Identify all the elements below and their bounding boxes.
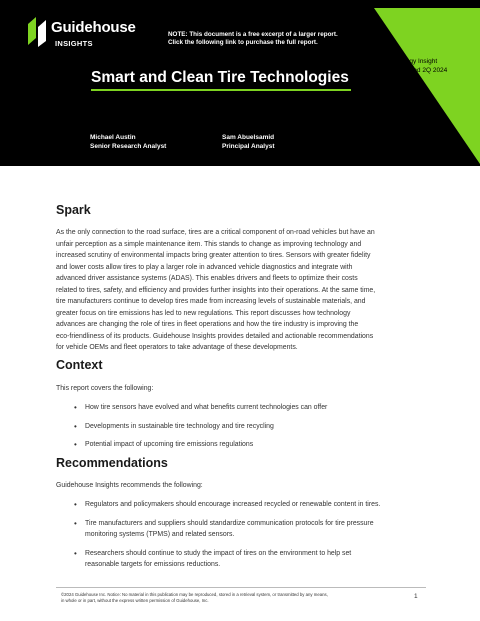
- paragraph-line: tire manufacturers continue to develop tires made from increasing levels of sustainable materials, and: [56, 298, 366, 305]
- paragraph-line: greater focus on tire emissions has led to new regulations. This report discusses how technology: [56, 309, 351, 317]
- author-2: [222, 134, 275, 151]
- author-role: Senior Research Analyst: [90, 142, 167, 150]
- paragraph-line: unfair perception as a simple maintenance item. This stands to change as improving technology and: [56, 240, 362, 248]
- guidehouse-logo: [27, 17, 137, 51]
- paragraph-line: As the only connection to the road surface, tires are a critical component of on-road vehicles but have an: [56, 229, 375, 236]
- paragraph-line: advances are changing the role of tires in fleet operations and how the tire industry is improving the: [56, 321, 359, 328]
- publish-date: Published 2Q 2024: [392, 67, 448, 74]
- list-item: [74, 499, 380, 511]
- footer-divider: [56, 587, 426, 588]
- paragraph-line: for vehicle OEMs and fleet operators to take advantage of these developments.: [56, 344, 298, 351]
- copyright-line: in whole or in part, without the express written permission of Guidehouse, Inc.: [61, 598, 209, 603]
- list-item-line: monitoring systems (TPMS) and related sensors.: [85, 531, 235, 538]
- copyright-line: ©2024 Guidehouse Inc. Notice: No material in this publication may be reproduced, stored in a retrieval system, or transmitted by any means,: [61, 592, 328, 597]
- context-heading: Context: [56, 358, 103, 372]
- list-item: [74, 548, 380, 571]
- list-item: • Potential impact of upcoming tire emissions regulations: [74, 439, 327, 451]
- author-role: Principal Analyst: [222, 142, 275, 150]
- context-list: [74, 402, 327, 451]
- spark-heading: Spark: [56, 203, 91, 217]
- list-item-line: • Regulators and policymakers should encourage increased recycled or renewable content in tires.: [85, 501, 381, 508]
- report-title: Smart and Clean Tire Technologies: [91, 69, 349, 86]
- logo-name: Guidehouse: [51, 19, 136, 36]
- report-header: [0, 0, 480, 166]
- report-type: Strategy Insight: [392, 58, 438, 65]
- paragraph-line: advanced driver assistance systems (ADAS). This enables drivers and fleets to optimize their costs: [56, 275, 358, 282]
- author-name: Sam Abuelsamid: [222, 134, 275, 141]
- copyright-notice: [61, 592, 328, 604]
- recommendations-heading: Recommendations: [56, 456, 168, 470]
- excerpt-notice[interactable]: [168, 31, 338, 47]
- paragraph-line: and lower costs allow tires to play a larger role in advanced vehicle diagnostics and integrate with: [56, 263, 353, 271]
- paragraph-line: eco-friendliness of its products. Guidehouse Insights provides detailed and actionable recommendations: [56, 332, 374, 340]
- list-item-line: • Tire manufacturers and suppliers should standardize communication protocols for tire pressure: [85, 519, 374, 527]
- page-number: 1: [414, 593, 418, 600]
- author-name: Michael Austin: [90, 134, 136, 141]
- guidehouse-logo-icon: [27, 17, 47, 47]
- notice-link-line[interactable]: Click the following link to purchase the full report.: [168, 39, 318, 46]
- paragraph-line: related to tires, safety, and efficiency and provides further insights into their operations. At the same time,: [56, 286, 376, 294]
- logo-subtitle: INSIGHTS: [55, 39, 93, 48]
- list-item: [74, 518, 380, 541]
- list-item-line: reasonable targets for emissions reductions.: [85, 561, 221, 568]
- spark-paragraph: [56, 227, 426, 354]
- list-item-line: • Researchers should continue to study the impact of tires on the environment to help set: [85, 549, 352, 557]
- notice-line: NOTE: This document is a free excerpt of a larger report.: [168, 31, 338, 38]
- title-underline: [91, 89, 351, 91]
- recommendations-intro: Guidehouse Insights recommends the following:: [56, 482, 203, 489]
- paragraph-line: increased scrutiny of environmental impacts bring greater attention to tires. Sensors with greater fidelity: [56, 252, 371, 259]
- recommendations-list: [74, 499, 380, 571]
- author-1: [90, 134, 166, 151]
- report-type-badge: [392, 57, 447, 75]
- context-intro: This report covers the following:: [56, 385, 154, 392]
- list-item: • Developments in sustainable tire technology and tire recycling: [74, 421, 327, 433]
- list-item: • How tire sensors have evolved and what benefits current technologies can offer: [74, 402, 327, 414]
